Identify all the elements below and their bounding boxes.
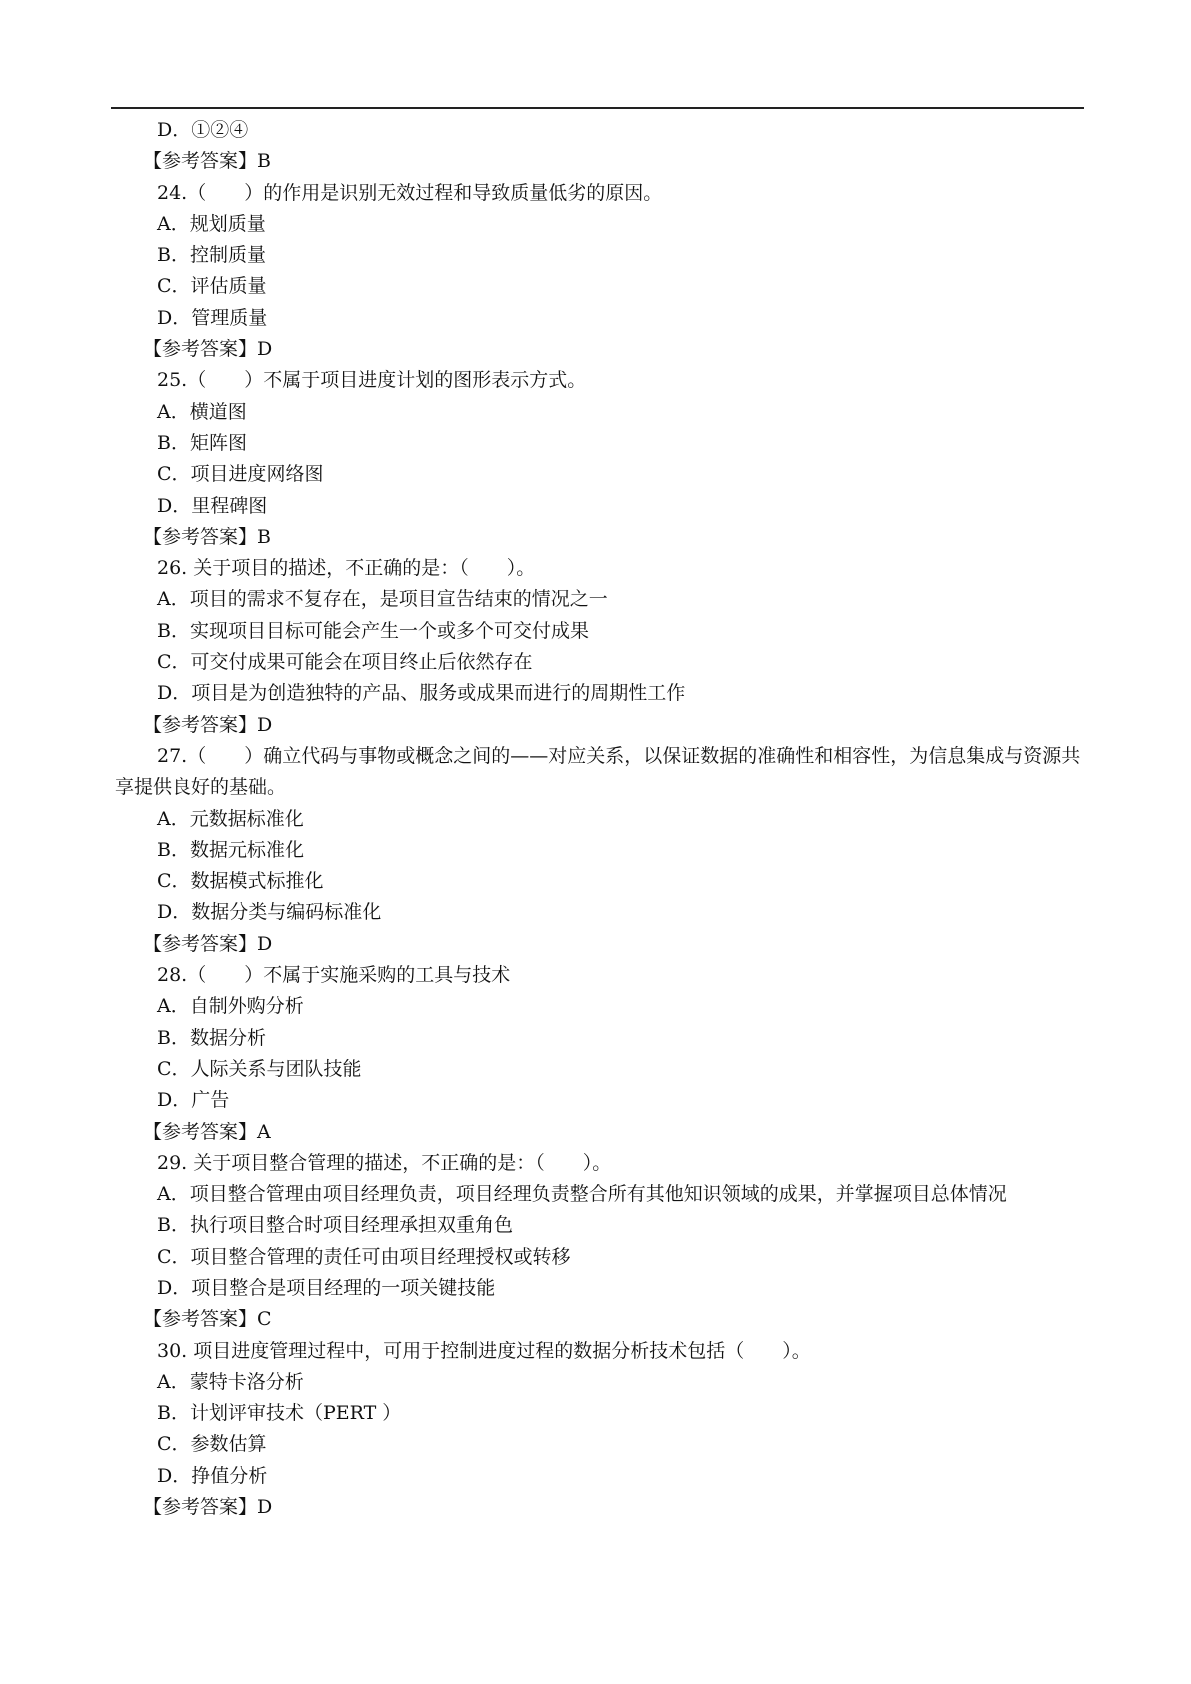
question-28: 28.（ ）不属于实施采购的工具与技术 [157,964,511,987]
question-30: 30. 项目进度管理过程中，可用于控制进度过程的数据分析技术包括（ ）。 [157,1339,811,1362]
answer-line: 【参考答案】D [143,932,273,955]
option-line: A．元数据标准化 [157,807,304,830]
answer-line: 【参考答案】D [143,713,273,736]
option-line: C．项目进度网络图 [157,463,324,486]
question-27: 27.（ ）确立代码与事物或概念之间的——对应关系，以保证数据的准确性和相容性，为信息集成与资源共享提供良好的基础。 [115,744,1081,799]
option-line: A．蒙特卡洛分析 [157,1370,304,1393]
option-line: A．规划质量 [157,212,266,235]
option-line: B．矩阵图 [157,431,247,454]
exam-content [115,115,1083,1523]
option-line: D．管理质量 [157,306,268,329]
question-24: 24.（ ）的作用是识别无效过程和导致质量低劣的原因。 [157,181,663,204]
option-line: A．项目的需求不复存在，是项目宣告结束的情况之一 [157,588,608,611]
answer-line: 【参考答案】D [143,1496,273,1519]
option-line: A．横道图 [157,400,247,423]
option-line: D．里程碑图 [157,494,268,517]
header-rule [111,107,1084,109]
option-line: D．广告 [157,1089,230,1112]
option-line: D．数据分类与编码标准化 [157,901,382,924]
option-line: C．参数估算 [157,1433,267,1456]
answer-line: 【参考答案】D [143,338,273,361]
option-line: B．数据元标准化 [157,838,304,861]
option-line: C．人际关系与团队技能 [157,1057,362,1080]
option-line: C．项目整合管理的责任可由项目经理授权或转移 [157,1245,571,1268]
answer-line: 【参考答案】A [143,1120,271,1143]
answer-line: 【参考答案】B [143,150,271,173]
option-line: B．数据分析 [157,1026,266,1049]
question-29: 29. 关于项目整合管理的描述，不正确的是：（ ）。 [157,1151,612,1174]
question-26: 26. 关于项目的描述，不正确的是：（ ）。 [157,557,536,580]
option-line: D．项目是为创造独特的产品、服务或成果而进行的周期性工作 [157,682,686,705]
option-line: A．自制外购分析 [157,995,304,1018]
option-line: A．项目整合管理由项目经理负责，项目经理负责整合所有其他知识领域的成果，并掌握项目总体情况 [157,1183,1007,1206]
answer-line: 【参考答案】B [143,525,271,548]
question-25: 25.（ ）不属于项目进度计划的图形表示方式。 [157,369,587,392]
option-line: B．实现项目目标可能会产生一个或多个可交付成果 [157,619,589,642]
option-line: C．可交付成果可能会在项目终止后依然存在 [157,651,533,674]
answer-line: 【参考答案】C [143,1308,272,1331]
option-line: B．执行项目整合时项目经理承担双重角色 [157,1214,513,1237]
option-line: C．数据模式标推化 [157,870,324,893]
option-line: D．挣值分析 [157,1464,268,1487]
option-line: B．控制质量 [157,244,266,267]
option-line: D．项目整合是项目经理的一项关键技能 [157,1276,496,1299]
option-line: D．①②④ [157,119,249,141]
option-line: B．计划评审技术（PERT ） [157,1402,402,1425]
option-line: C．评估质量 [157,275,267,298]
